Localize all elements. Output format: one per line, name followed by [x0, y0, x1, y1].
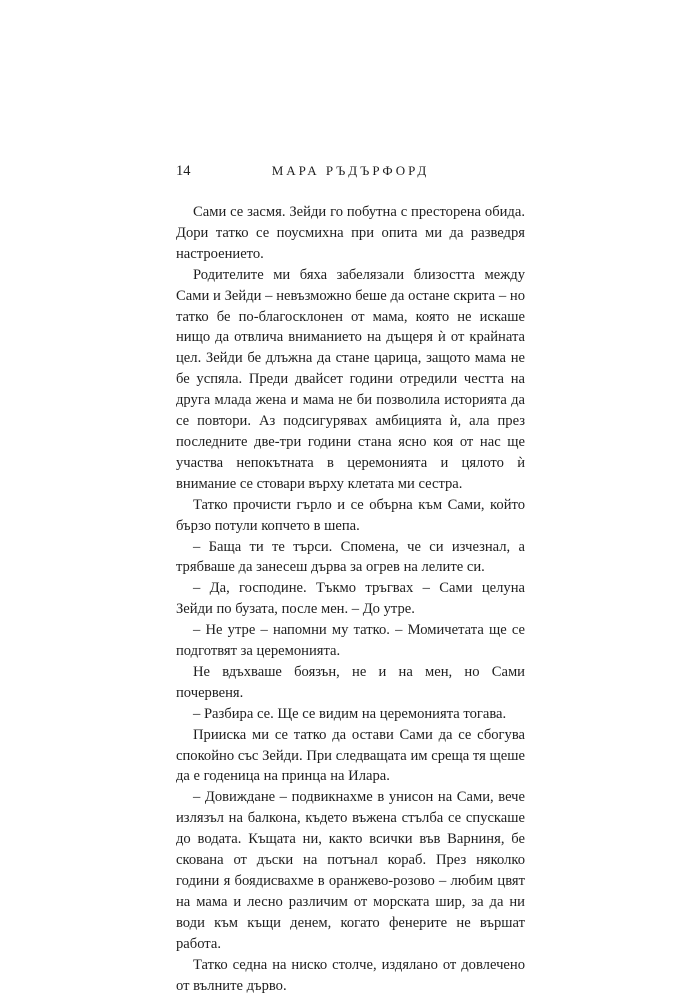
paragraph: Прииска ми се татко да остави Сами да се сбогува спокойно със Зейди. При следващата им среща тя щеше да е годеница на принца на Илара. [176, 726, 525, 785]
paragraph: – Да, господине. Тъкмо тръгвах – Сами целуна Зейди по бузата, после мен. – До утре. [176, 580, 525, 618]
page-number: 14 [176, 163, 191, 179]
paragraph: – Довиждане – подвикнахме в унисон на Сами, вече излязъл на балкона, където въжена стълба се спускаше до водата. Къщата ни, както всички във Варниня, бе скована от дъски на потънал кораб. През няколко години я боядисвахме в оранжево-розово – любим цвят на мама и лесно различим от морската шир, за да ни води към къщи денем, когато фенерите не вършат работа. [176, 789, 525, 952]
paragraph: Не вдъхваше боязън, не и на мен, но Сами почервеня. [176, 663, 525, 701]
running-head: МАРА РЪДЪРФОРД [271, 163, 430, 178]
paragraph: Родителите ми бяха забелязали близостта между Сами и Зейди – невъзможно беше да остане скрита – но татко бе по-благосклонен от мама, която не искаше нищо да отвлича вниманието на дъщеря ѝ от крайната цел. Зейди бе длъжна да стане царица, защото мама не бе успяла. Преди двайсет години отредили честта на друга млада жена и мама не би позволила историята да се повтори. Аз подсигурявах амбицията ѝ, ала през последните две-три години стана ясно коя от нас ще участва непокътната в церемонията и цялото ѝ внимание се стовари върху клетата ми сестра. [176, 266, 525, 492]
paragraph: – Разбира се. Ще се видим на церемонията тогава. [193, 705, 507, 722]
body-text [176, 202, 525, 996]
paragraph: Татко седна на ниско столче, издялано от довлечено от вълните дърво. [176, 956, 525, 994]
paragraph: Сами се засмя. Зейди го побутна с престорена обида. Дори татко се поусмихна при опита ми да разведря настроението. [176, 204, 525, 262]
paragraph: – Баща ти те търси. Спомена, че си изчезнал, а трябваше да занесеш дърва за огрев на лелите си. [176, 538, 525, 576]
paragraph: – Не утре – напомни му татко. – Момичетата ще се подготвят за церемонията. [176, 622, 525, 660]
paragraph: Татко прочисти гърло и се обърна към Сами, който бързо потули копчето в шепа. [176, 496, 525, 534]
page-header [176, 163, 525, 183]
